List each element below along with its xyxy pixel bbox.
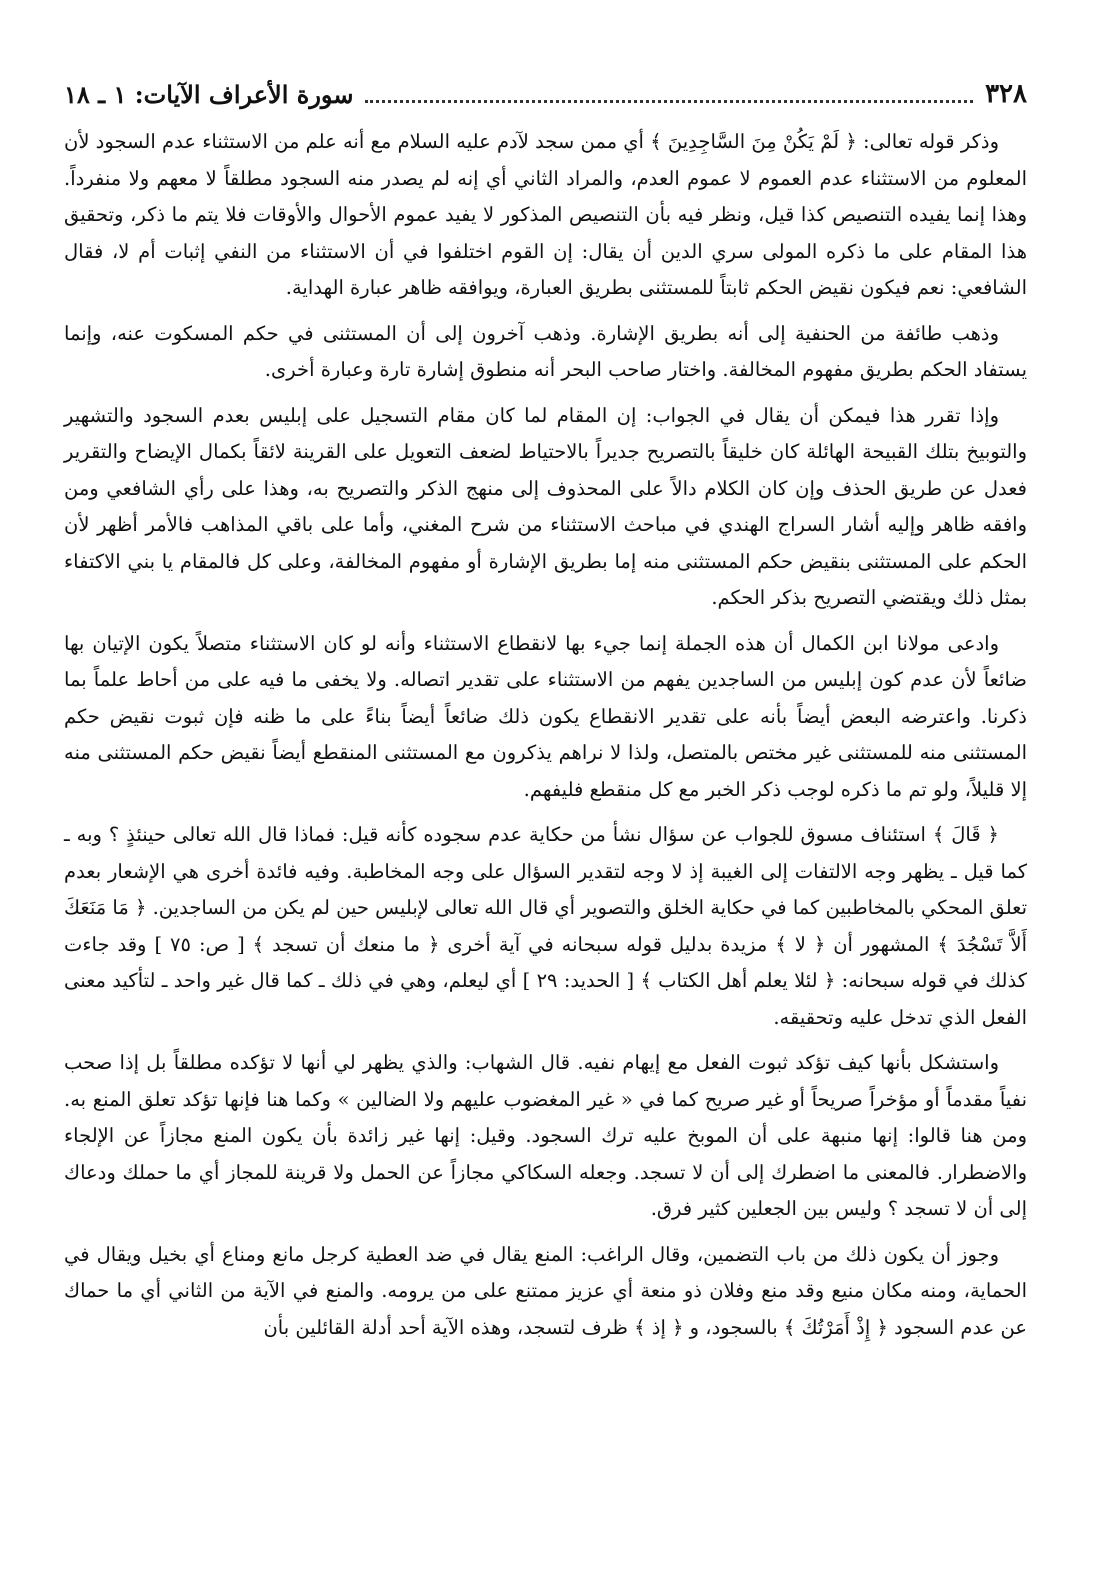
- page-number: ٣٢٨: [985, 79, 1027, 109]
- paragraph-1: وذكر قوله تعالى: ﴿ لَمْ يَكُنْ مِنَ السَّاجِدِينَ ﴾ أي ممن سجد لآدم عليه السلام مع أنه علم من الاستثناء عدم السجود لأن المعلوم من الاستثناء عدم العموم لا عموم العدم، والمراد الثاني أي إنه لم يصدر منه السجود مطلقاً لا معهم ولا منفرداً. وهذا إنما يفيده التنصيص كذا قيل، ونظر فيه بأن التنصيص المذكور لا يفيد عموم الأحوال والأوقات فلا يتم ما ذكر، وتحقيق هذا المقام على ما ذكره المولى سري الدين أن يقال: إن القوم اختلفوا في أن الاستثناء من النفي إثبات أم لا، فقال الشافعي: نعم فيكون نقيض الحكم ثابتاً للمستثنى بطريق العبارة، ويوافقه ظاهر عبارة الهداية.: [64, 130, 1027, 299]
- header-dotted-leader: [365, 86, 973, 103]
- paragraph-4: وادعى مولانا ابن الكمال أن هذه الجملة إنما جيء بها لانقطاع الاستثناء وأنه لو كان الاستثناء متصلاً يكون الإتيان بها ضائعاً لأن عدم كون إبليس من الساجدين يفهم من الاستثناء على تقدير اتصاله. ولا يخفى ما فيه على من أحاط علماً بما ذكرنا. واعترضه البعض أيضاً بأنه على تقدير الانقطاع يكون ذلك ضائعاً أيضاً بناءً على ما ظنه فإن ثبوت نقيض حكم المستثنى منه للمستثنى غير مختص بالمتصل، ولذا لا نراهم يذكرون مع المستثنى المنقطع أيضاً نقيض حكم المستثنى منه إلا قليلاً، ولو تم ما ذكره لوجب ذكر الخبر مع كل منقطع فليفهم.: [64, 631, 1027, 801]
- paragraph-7: وجوز أن يكون ذلك من باب التضمين، وقال الراغب: المنع يقال في ضد العطية كرجل مانع ومناع أي بخيل ويقال في الحماية، ومنه مكان منيع وقد منع وفلان ذو منعة أي عزيز ممتنع على من يرومه. والمنع في الآية من الثاني أي ما حماك عن عدم السجود ﴿ إِذْ أَمَرْتُكَ ﴾ بالسجود، و ﴿ إذ ﴾ ظرف لتسجد، وهذه الآية أحد أدلة القائلين بأن: [64, 1242, 1027, 1339]
- page-body: [64, 124, 1027, 1355]
- page-header: [64, 74, 1027, 114]
- paragraph-6: واستشكل بأنها كيف تؤكد ثبوت الفعل مع إيهام نفيه. قال الشهاب: والذي يظهر لي أنها لا تؤكده مطلقاً بل إذا صحب نفياً مقدماً أو مؤخراً صريحاً أو غير صريح كما في « غير المغضوب عليهم ولا الضالين » وكما هنا فإنها تؤكد تعلق المنع به. ومن هنا قالوا: إنها منبهة على أن الموبخ عليه ترك السجود. وقيل: إنها غير زائدة بأن يكون المنع مجازاً عن الإلجاء والاضطرار. فالمعنى ما اضطرك إلى أن لا تسجد. وجعله السكاكي مجازاً عن الحمل ولا قرينة للمجاز أي ما حملك ودعاك إلى أن لا تسجد ؟ وليس بين الجعلين كثير فرق.: [64, 1051, 1027, 1220]
- paragraph-5: ﴿ قَالَ ﴾ استئناف مسوق للجواب عن سؤال نشأ من حكاية عدم سجوده كأنه قيل: فماذا قال الله تعالى حينئذٍ ؟ وبه ـ كما قيل ـ يظهر وجه الالتفات إلى الغيبة إذ لا وجه لتقدير السؤال على وجه المخاطبة. وفيه فائدة أخرى هي الإشعار بعدم تعلق المحكي بالمخاطبين كما في حكاية الخلق والتصوير أي قال الله تعالى لإبليس حين لم يكن من الساجدين. ﴿ مَا مَنَعَكَ أَلاَّ تَسْجُدَ ﴾ المشهور أن ﴿ لا ﴾ مزيدة بدليل قوله سبحانه في آية أخرى ﴿ ما منعك أن تسجد ﴾ [ ص: ٧٥ ] وقد جاءت كذلك في قوله سبحانه: ﴿ لئلا يعلم أهل الكتاب ﴾ [ الحديد: ٢٩ ] أي ليعلم، وهي في ذلك ـ كما قال غير واحد ـ لتأكيد معنى الفعل الذي تدخل عليه وتحقيقه.: [64, 823, 1027, 1029]
- paragraph-3: وإذا تقرر هذا فيمكن أن يقال في الجواب: إن المقام لما كان مقام التسجيل على إبليس بعدم السجود والتشهير والتوبيخ بتلك القبيحة الهائلة كان خليقاً بالتصريح جديراً بالاحتياط لضعف التعويل على القرينة لائقاً بكمال الإيضاح والتقرير فعدل عن طريق الحذف وإن كان الكلام دالاً على المحذوف إلى منهج الذكر والتصريح به، وهذا على رأي الشافعي ومن وافقه ظاهر وإليه أشار السراج الهندي في مباحث الاستثناء من شرح المغني، وأما على باقي المذاهب فالأمر أظهر لأن الحكم على المستثنى بنقيض حكم المستثنى منه إما بطريق الإشارة أو مفهوم المخالفة، وعلى كل فالمقام يا بني الاكتفاء بمثل ذلك ويقتضي التصريح بذكر الحكم.: [64, 403, 1027, 609]
- running-title: سورة الأعراف الآيات: ١ ـ ١٨: [64, 79, 354, 109]
- paragraph-2: وذهب طائفة من الحنفية إلى أنه بطريق الإشارة. وذهب آخرون إلى أن المستثنى في حكم المسكوت عنه، وإنما يستفاد الحكم بطريق مفهوم المخالفة. واختار صاحب البحر أنه منطوق إشارة تارة وعبارة أخرى.: [64, 321, 1027, 381]
